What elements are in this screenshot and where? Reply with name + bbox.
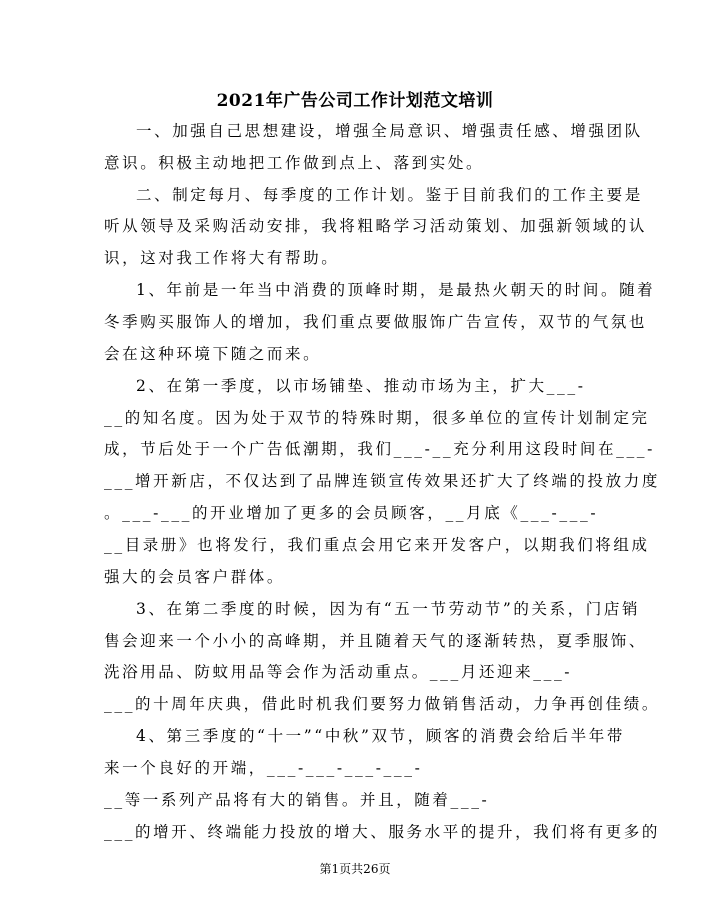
text-line: ___的增开、终端能力投放的增大、服务水平的提升，我们将有更多的 [104, 823, 660, 841]
text-line: __等一系列产品将有大的销售。并且，随着___- [104, 791, 490, 809]
text-line: 识，这对我工作将大有帮助。 [104, 249, 340, 267]
page-number: 第1页共26页 [319, 862, 391, 876]
text-line: 会在这种环境下随之而来。 [104, 345, 322, 363]
text-line: 强大的会员客户群体。 [104, 568, 286, 586]
text-line: 成，节后处于一个广告低潮期，我们___-__充分利用这段时间在___- [104, 440, 655, 458]
text-line: __的知名度。因为处于双节的特殊时期，很多单位的宣传计划制定完 [104, 409, 650, 427]
text-line: 来一个良好的开端，___-___-___-___- [104, 759, 423, 777]
text-line: 一、加强自己思想建设，增强全局意识、增强责任感、增强团队 [136, 122, 643, 140]
text-line: ___增开新店，不仅达到了品牌连锁宣传效果还扩大了终端的投放力度 [104, 472, 660, 490]
text-line: __目录册》也将发行，我们重点会用它来开发客户，以期我们将组成 [104, 536, 650, 554]
text-line: 3、在第二季度的时候，因为有“五一节劳动节”的关系，门店销 [136, 600, 641, 618]
text-line: 4、第三季度的“十一”“中秋”双节，顾客的消费会给后半年带 [136, 727, 625, 745]
text-line: ___的十周年庆典，借此时机我们要努力做销售活动，力争再创佳绩。 [104, 695, 660, 713]
text-line: 2、在第一季度，以市场铺垫、推动市场为主，扩大___- [136, 377, 586, 395]
document-title: 2021年广告公司工作计划范文培训 [216, 91, 494, 111]
text-line: 洗浴用品、防蚊用品等会作为活动重点。___月还迎来___- [104, 663, 573, 681]
text-line: 二、制定每月、每季度的工作计划。鉴于目前我们的工作主要是 [136, 186, 643, 204]
text-line: 听从领导及采购活动安排，我将粗略学习活动策划、加强新领域的认 [104, 217, 648, 235]
text-line: 售会迎来一个小小的高峰期，并且随着天气的逐渐转热，夏季服饰、 [104, 632, 648, 650]
text-line: 意识。积极主动地把工作做到点上、落到实处。 [104, 154, 485, 172]
text-line: 。___-___的开业增加了更多的会员顾客，__月底《___-___- [104, 504, 599, 522]
text-line: 冬季购买服饰人的增加，我们重点要做服饰广告宣传，双节的气氛也 [104, 313, 648, 331]
text-line: 1、年前是一年当中消费的顶峰时期，是最热火朝天的时间。随着 [136, 281, 656, 299]
